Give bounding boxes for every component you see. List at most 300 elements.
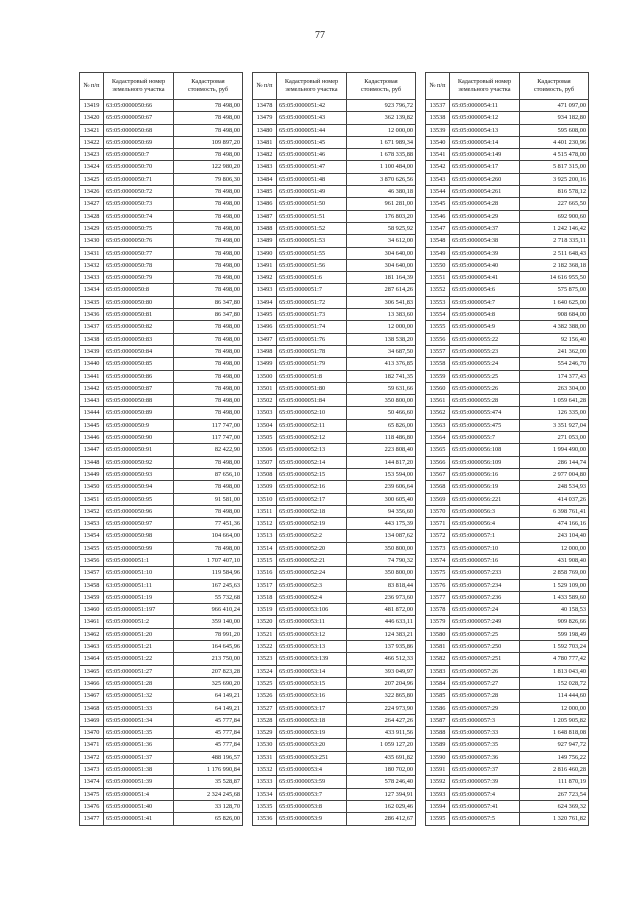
- cadastral-number: 65:05:0000050:94: [104, 481, 174, 493]
- row-number: 13446: [80, 432, 104, 444]
- cadastral-number: 65:05:0000057:250: [450, 641, 520, 653]
- table-row: [426, 764, 589, 776]
- cadastral-number: 65:05:0000051:45: [277, 136, 347, 148]
- cadastral-value: 414 037,26: [520, 493, 589, 505]
- table-row: [80, 272, 243, 284]
- row-number: 13528: [253, 714, 277, 726]
- table-row: [80, 345, 243, 357]
- cadastral-value: 961 281,00: [347, 198, 416, 210]
- cadastral-number: 65:05:0000057:24: [450, 604, 520, 616]
- table-row: [426, 432, 589, 444]
- cadastral-value: 78 498,00: [174, 321, 243, 333]
- cadastral-value: 127 394,91: [347, 788, 416, 800]
- cadastral-value: 79 806,30: [174, 173, 243, 185]
- table-row: [253, 161, 416, 173]
- row-number: 13527: [253, 702, 277, 714]
- table-row: [426, 591, 589, 603]
- cadastral-number: 65:05:0000055:26: [450, 382, 520, 394]
- cadastral-value: 181 164,39: [347, 272, 416, 284]
- cadastral-number: 65:05:0000052:21: [277, 554, 347, 566]
- table-row: [80, 407, 243, 419]
- table-row: [426, 677, 589, 689]
- cadastral-number: 65:05:0000053:4: [277, 764, 347, 776]
- cadastral-number: 65:05:0000050:97: [104, 518, 174, 530]
- cadastral-number: 65:05:0000051:35: [104, 727, 174, 739]
- cadastral-number: 65:05:0000057:29: [450, 702, 520, 714]
- cadastral-number: 65:05:0000050:85: [104, 358, 174, 370]
- table-row: [80, 481, 243, 493]
- cadastral-number: 65:05:0000051:50: [277, 198, 347, 210]
- cadastral-number: 65:05:0000050:88: [104, 395, 174, 407]
- row-number: 13489: [253, 235, 277, 247]
- row-number: 13477: [80, 813, 104, 825]
- cadastral-value: 153 594,00: [347, 468, 416, 480]
- cadastral-value: 300 605,40: [347, 493, 416, 505]
- cadastral-value: 78 498,00: [174, 112, 243, 124]
- cadastral-number: 65:05:0000051:72: [277, 296, 347, 308]
- cadastral-number: 65:05:0000050:77: [104, 247, 174, 259]
- row-number: 13472: [80, 751, 104, 763]
- cadastral-value: 126 335,00: [520, 407, 589, 419]
- cadastral-number: 65:05:0000051:41: [104, 813, 174, 825]
- table-row: [253, 481, 416, 493]
- cadastral-number: 65:05:0000054:260: [450, 173, 520, 185]
- cadastral-number: 65:05:0000051:34: [104, 714, 174, 726]
- cadastral-number: 65:05:0000051:20: [104, 628, 174, 640]
- cadastral-number: 65:05:0000051:1: [104, 554, 174, 566]
- cadastral-value: 322 865,80: [347, 690, 416, 702]
- row-number: 13539: [426, 124, 450, 136]
- table-row: [253, 272, 416, 284]
- cadastral-value: 934 182,80: [520, 112, 589, 124]
- row-number: 13565: [426, 444, 450, 456]
- cadastral-number: 65:05:0000054:38: [450, 235, 520, 247]
- row-number: 13431: [80, 247, 104, 259]
- table-row: [253, 382, 416, 394]
- table-row: [253, 419, 416, 431]
- cadastral-number: 65:05:0000050:87: [104, 382, 174, 394]
- cadastral-value: 1 671 989,34: [347, 136, 416, 148]
- row-number: 13524: [253, 665, 277, 677]
- row-number: 13488: [253, 222, 277, 234]
- cadastral-number: 65:05:0000055:7: [450, 432, 520, 444]
- cadastral-value: 287 614,26: [347, 284, 416, 296]
- table-row: [426, 813, 589, 825]
- cadastral-value: 239 606,64: [347, 481, 416, 493]
- cadastral-value: 264 427,26: [347, 714, 416, 726]
- table-row: [80, 284, 243, 296]
- row-number: 13512: [253, 518, 277, 530]
- row-number: 13526: [253, 690, 277, 702]
- cadastral-value: 124 383,21: [347, 628, 416, 640]
- cadastral-number: 65:05:0000050:95: [104, 493, 174, 505]
- row-number: 13560: [426, 382, 450, 394]
- cadastral-value: 2 858 769,00: [520, 567, 589, 579]
- table-row: [426, 641, 589, 653]
- cadastral-number: 65:05:0000054:41: [450, 272, 520, 284]
- table-row: [80, 714, 243, 726]
- table-row: [80, 259, 243, 271]
- header-number: № п/п: [426, 73, 450, 100]
- table-row: [426, 112, 589, 124]
- cadastral-value: 4 780 777,42: [520, 653, 589, 665]
- cadastral-number: 65:05:0000054:40: [450, 259, 520, 271]
- row-number: 13445: [80, 419, 104, 431]
- cadastral-number: 65:05:0000050:84: [104, 345, 174, 357]
- table-row: [253, 456, 416, 468]
- cadastral-number: 63:05:0000050:66: [104, 100, 174, 112]
- cadastral-number: 65:05:0000056:19: [450, 481, 520, 493]
- cadastral-value: 624 369,32: [520, 800, 589, 812]
- table-row: [253, 136, 416, 148]
- cadastral-number: 65:05:0000057:36: [450, 751, 520, 763]
- row-number: 13461: [80, 616, 104, 628]
- cadastral-value: 446 633,11: [347, 616, 416, 628]
- cadastral-value: 433 911,56: [347, 727, 416, 739]
- cadastral-number: 65:05:0000050:9: [104, 419, 174, 431]
- row-number: 13464: [80, 653, 104, 665]
- cadastral-number: 65:05:0000056:16: [450, 468, 520, 480]
- cadastral-value: 138 538,20: [347, 333, 416, 345]
- table-row: [253, 407, 416, 419]
- cadastral-value: 87 656,10: [174, 468, 243, 480]
- row-number: 13496: [253, 321, 277, 333]
- header-cadastral-number: Кадастровый номер земельного участка: [450, 73, 520, 100]
- table-row: [253, 591, 416, 603]
- cadastral-number: 65:05:0000057:37: [450, 764, 520, 776]
- row-number: 13561: [426, 395, 450, 407]
- cadastral-value: 2 182 368,18: [520, 259, 589, 271]
- cadastral-number: 65:05:0000057:35: [450, 739, 520, 751]
- cadastral-number: 65:05:0000051:49: [277, 186, 347, 198]
- cadastral-value: 78 498,00: [174, 333, 243, 345]
- cadastral-value: 82 422,90: [174, 444, 243, 456]
- table-row: [426, 714, 589, 726]
- cadastral-number: 65:05:0000055:24: [450, 358, 520, 370]
- cadastral-value: 13 383,60: [347, 309, 416, 321]
- cadastral-number: 65:05:0000050:90: [104, 432, 174, 444]
- cadastral-number: 65:05:0000053:17: [277, 702, 347, 714]
- row-number: 13573: [426, 542, 450, 554]
- cadastral-value: 180 702,00: [347, 764, 416, 776]
- cadastral-value: 466 512,33: [347, 653, 416, 665]
- table-row: [253, 665, 416, 677]
- row-number: 13543: [426, 173, 450, 185]
- table-row: [80, 739, 243, 751]
- table-row: [80, 542, 243, 554]
- table-row: [253, 149, 416, 161]
- cadastral-number: 65:05:0000057:41: [450, 800, 520, 812]
- row-number: 13420: [80, 112, 104, 124]
- cadastral-value: 65 826,00: [347, 419, 416, 431]
- row-number: 13471: [80, 739, 104, 751]
- cadastral-value: 350 800,00: [347, 395, 416, 407]
- cadastral-number: 65:05:0000053:18: [277, 714, 347, 726]
- row-number: 13568: [426, 481, 450, 493]
- row-number: 13572: [426, 530, 450, 542]
- row-number: 13455: [80, 542, 104, 554]
- table-row: [426, 800, 589, 812]
- row-number: 13592: [426, 776, 450, 788]
- table-row: [426, 444, 589, 456]
- row-number: 13525: [253, 677, 277, 689]
- row-number: 13593: [426, 788, 450, 800]
- cadastral-number: 65:05:0000050:67: [104, 112, 174, 124]
- cadastral-value: 227 665,50: [520, 198, 589, 210]
- table-header-row: [253, 73, 416, 100]
- row-number: 13454: [80, 530, 104, 542]
- cadastral-number: 65:05:0000054:8: [450, 309, 520, 321]
- cadastral-value: 117 747,00: [174, 419, 243, 431]
- cadastral-value: 114 444,60: [520, 690, 589, 702]
- row-number: 13513: [253, 530, 277, 542]
- cadastral-number: 65:05:0000054:261: [450, 186, 520, 198]
- header-number: № п/п: [80, 73, 104, 100]
- row-number: 13493: [253, 284, 277, 296]
- row-number: 13498: [253, 345, 277, 357]
- cadastral-number: 65:05:0000055:475: [450, 419, 520, 431]
- cadastral-number: 65:05:0000057:251: [450, 653, 520, 665]
- cadastral-value: 243 104,40: [520, 530, 589, 542]
- table-row: [80, 641, 243, 653]
- cadastral-number: 65:05:0000053:8: [277, 800, 347, 812]
- table-row: [426, 222, 589, 234]
- cadastral-value: 94 356,60: [347, 505, 416, 517]
- cadastral-number: 65:05:0000053:59: [277, 776, 347, 788]
- cadastral-value: 350 800,00: [347, 542, 416, 554]
- cadastral-value: 2 816 460,28: [520, 764, 589, 776]
- cadastral-number: 65:05:0000051:22: [104, 653, 174, 665]
- header-cadastral-number: Кадастровый номер земельного участка: [277, 73, 347, 100]
- table-row: [80, 616, 243, 628]
- cadastral-number: 65:05:0000051:73: [277, 309, 347, 321]
- row-number: 13470: [80, 727, 104, 739]
- cadastral-value: 692 900,60: [520, 210, 589, 222]
- table-row: [80, 505, 243, 517]
- table-row: [426, 690, 589, 702]
- cadastral-number: 65:05:0000050:8: [104, 284, 174, 296]
- table-row: [80, 591, 243, 603]
- table-row: [426, 702, 589, 714]
- row-number: 13594: [426, 800, 450, 812]
- table-row: [80, 800, 243, 812]
- cadastral-number: 65:05:0000054:9: [450, 321, 520, 333]
- cadastral-value: 78 498,00: [174, 124, 243, 136]
- row-number: 13438: [80, 333, 104, 345]
- row-number: 13558: [426, 358, 450, 370]
- row-number: 13503: [253, 407, 277, 419]
- row-number: 13462: [80, 628, 104, 640]
- cadastral-value: 167 245,63: [174, 579, 243, 591]
- cadastral-value: 78 498,00: [174, 370, 243, 382]
- cadastral-number: 65:05:0000054:6: [450, 284, 520, 296]
- row-number: 13523: [253, 653, 277, 665]
- row-number: 13502: [253, 395, 277, 407]
- table-row: [426, 616, 589, 628]
- cadastral-value: 1 059 641,28: [520, 395, 589, 407]
- cadastral-number: 65:05:0000053:11: [277, 616, 347, 628]
- cadastral-value: 12 000,00: [520, 702, 589, 714]
- cadastral-value: 78 498,00: [174, 100, 243, 112]
- table-row: [253, 370, 416, 382]
- cadastral-number: 65:05:0000052:4: [277, 591, 347, 603]
- row-number: 13535: [253, 800, 277, 812]
- cadastral-number: 65:05:0000050:73: [104, 198, 174, 210]
- cadastral-number: 65:05:0000051:51: [277, 210, 347, 222]
- table-row: [253, 235, 416, 247]
- cadastral-value: 207 823,28: [174, 665, 243, 677]
- cadastral-number: 65:05:0000050:91: [104, 444, 174, 456]
- row-number: 13511: [253, 505, 277, 517]
- cadastral-number: 65:05:0000057:3: [450, 714, 520, 726]
- cadastral-number: 65:05:0000053:12: [277, 628, 347, 640]
- table-row: [253, 222, 416, 234]
- cadastral-value: 393 049,97: [347, 665, 416, 677]
- row-number: 13432: [80, 259, 104, 271]
- cadastral-value: 6 398 761,41: [520, 505, 589, 517]
- table-row: [253, 702, 416, 714]
- cadastral-number: 65:05:0000051:53: [277, 235, 347, 247]
- row-number: 13483: [253, 161, 277, 173]
- cadastral-number: 65:05:0000056:3: [450, 505, 520, 517]
- cadastral-number: 65:05:0000057:33: [450, 727, 520, 739]
- cadastral-number: 65:05:0000054:17: [450, 161, 520, 173]
- row-number: 13566: [426, 456, 450, 468]
- table-row: [426, 530, 589, 542]
- cadastral-value: 263 304,00: [520, 382, 589, 394]
- cadastral-value: 92 156,40: [520, 333, 589, 345]
- cadastral-value: 78 498,00: [174, 358, 243, 370]
- cadastral-value: 413 376,85: [347, 358, 416, 370]
- row-number: 13557: [426, 345, 450, 357]
- cadastral-number: 65:05:0000057:234: [450, 579, 520, 591]
- cadastral-value: 35 528,87: [174, 776, 243, 788]
- cadastral-number: 65:05:0000052:17: [277, 493, 347, 505]
- row-number: 13484: [253, 173, 277, 185]
- cadastral-number: 65:05:0000050:82: [104, 321, 174, 333]
- cadastral-value: 174 377,43: [520, 370, 589, 382]
- table-row: [80, 432, 243, 444]
- cadastral-number: 65:05:0000051:33: [104, 702, 174, 714]
- cadastral-number: 65:05:0000051:42: [277, 100, 347, 112]
- cadastral-value: 1 994 490,00: [520, 444, 589, 456]
- cadastral-value: 74 790,32: [347, 554, 416, 566]
- cadastral-value: 909 826,66: [520, 616, 589, 628]
- cadastral-number: 65:05:0000057:16: [450, 554, 520, 566]
- table-row: [80, 653, 243, 665]
- cadastral-number: 65:05:0000051:8: [277, 370, 347, 382]
- row-number: 13595: [426, 813, 450, 825]
- table-row: [253, 641, 416, 653]
- table-row: [253, 505, 416, 517]
- row-number: 13466: [80, 677, 104, 689]
- table-row: [253, 100, 416, 112]
- row-number: 13480: [253, 124, 277, 136]
- table-row: [426, 345, 589, 357]
- cadastral-number: 65:05:0000050:78: [104, 259, 174, 271]
- cadastral-number: 65:05:0000050:96: [104, 505, 174, 517]
- cadastral-value: 474 166,16: [520, 518, 589, 530]
- cadastral-value: 236 973,60: [347, 591, 416, 603]
- cadastral-value: 248 534,93: [520, 481, 589, 493]
- cadastral-value: 224 973,90: [347, 702, 416, 714]
- cadastral-number: 63:05:0000051:11: [104, 579, 174, 591]
- row-number: 13536: [253, 813, 277, 825]
- row-number: 13551: [426, 272, 450, 284]
- cadastral-value: 46 380,18: [347, 186, 416, 198]
- cadastral-number: 65:05:0000054:7: [450, 296, 520, 308]
- table-row: [253, 542, 416, 554]
- table-header-row: [80, 73, 243, 100]
- row-number: 13426: [80, 186, 104, 198]
- cadastral-value: 1 648 818,08: [520, 727, 589, 739]
- table-row: [426, 788, 589, 800]
- cadastral-number: 65:05:0000050:74: [104, 210, 174, 222]
- cadastral-value: 4 515 478,00: [520, 149, 589, 161]
- cadastral-value: 78 498,00: [174, 407, 243, 419]
- cadastral-number: 65:05:0000057:233: [450, 567, 520, 579]
- cadastral-value: 443 175,39: [347, 518, 416, 530]
- row-number: 13437: [80, 321, 104, 333]
- cadastral-value: 78 498,00: [174, 222, 243, 234]
- row-number: 13436: [80, 309, 104, 321]
- cadastral-value: 4 382 388,00: [520, 321, 589, 333]
- row-number: 13545: [426, 198, 450, 210]
- cadastral-number: 65:05:0000054:13: [450, 124, 520, 136]
- header-cadastral-value: Кадастровая стоимость, руб: [347, 73, 416, 100]
- table-row: [80, 247, 243, 259]
- row-number: 13507: [253, 456, 277, 468]
- cadastral-number: 65:05:0000051:19: [104, 591, 174, 603]
- cadastral-number: 65:05:0000051:7: [277, 284, 347, 296]
- cadastral-number: 65:05:0000052:14: [277, 456, 347, 468]
- table-row: [80, 333, 243, 345]
- table-row: [253, 468, 416, 480]
- cadastral-value: 304 640,00: [347, 259, 416, 271]
- header-cadastral-value: Кадастровая стоимость, руб: [174, 73, 243, 100]
- cadastral-value: 304 640,00: [347, 247, 416, 259]
- table-row: [426, 321, 589, 333]
- row-number: 13538: [426, 112, 450, 124]
- cadastral-number: 65:05:0000051:28: [104, 677, 174, 689]
- table-row: [253, 764, 416, 776]
- cadastral-number: 65:05:0000051:79: [277, 358, 347, 370]
- cadastral-number: 65:05:0000053:14: [277, 665, 347, 677]
- cadastral-value: 78 498,00: [174, 235, 243, 247]
- row-number: 13578: [426, 604, 450, 616]
- cadastral-value: 149 756,22: [520, 751, 589, 763]
- cadastral-value: 78 498,00: [174, 210, 243, 222]
- cadastral-number: 65:05:0000051:4: [104, 788, 174, 800]
- table-row: [80, 677, 243, 689]
- cadastral-number: 65:05:0000051:32: [104, 690, 174, 702]
- table-row: [426, 505, 589, 517]
- table-row: [80, 321, 243, 333]
- cadastral-value: 286 412,67: [347, 813, 416, 825]
- table-row: [426, 419, 589, 431]
- table-row: [80, 493, 243, 505]
- row-number: 13430: [80, 235, 104, 247]
- cadastral-number: 65:05:0000051:40: [104, 800, 174, 812]
- table-row: [80, 727, 243, 739]
- cadastral-number: 65:05:0000052:12: [277, 432, 347, 444]
- cadastral-number: 65:05:0000054:14: [450, 136, 520, 148]
- cadastral-value: 488 196,57: [174, 751, 243, 763]
- cadastral-value: 362 139,82: [347, 112, 416, 124]
- table-row: [253, 432, 416, 444]
- cadastral-number: 65:05:0000052:13: [277, 444, 347, 456]
- cadastral-number: 65:05:0000052:15: [277, 468, 347, 480]
